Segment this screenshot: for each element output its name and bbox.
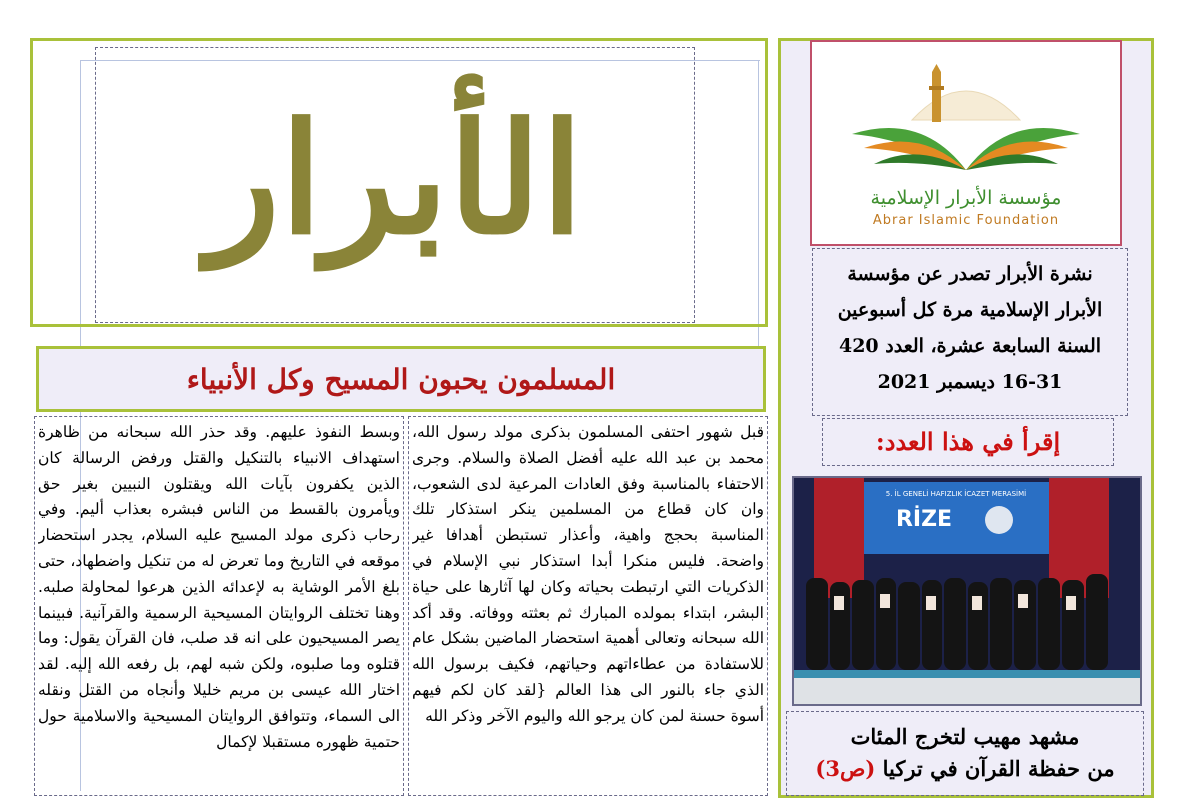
banner-city: RİZE	[895, 507, 953, 532]
issue-info-line: نشرة الأبرار تصدر عن مؤسسة	[847, 263, 1093, 285]
article-column-left	[38, 420, 400, 791]
logo-name-en: Abrar Islamic Foundation	[872, 213, 1060, 228]
issue-date: 16-31 ديسمبر 2021	[877, 371, 1063, 393]
masthead-title-box	[95, 47, 695, 323]
article-headline: المسلمون يحبون المسيح وكل الأنبياء	[186, 363, 616, 396]
article-text: قبل شهور احتفى المسلمون بذكرى مولد رسول الله، محمد بن عبد الله عليه أفضل الصلاة والسلام. وجرى الاحتفاء بالمناسبة وفق العادات المرعية لدى الشعوب، وان كان قطاع من المسلمين ينكر استذكار تلك المناسبة بحجج واهية، وأعذار تستبطن أهدافا غير واضحة. فليس منكرا أبدا استذكار نبي الإسلام في الذكريات التي ارتبطت بحياته وكان لها آثارها على حياة البشر، ابتداء بمولده المبارك ثم بعثته ووفاته. وقد أكد الله سبحانه وتعالى أهمية استحضار الماضين بشكل عام للاستفادة من عطاءاتهم وحياتهم، فكيف برسول الله الذي جاء بالنور الى هذا العالم {لقد كان لكم فيهم أسوة حسنة لمن كان يرجو الله واليوم الآخر وذكر الله	[412, 423, 764, 725]
caption-line: مشهد مهيب لتخرج المئات	[850, 724, 1080, 749]
read-in-issue-box	[822, 418, 1114, 466]
caption-line-text: من حفظة القرآن في تركيا	[875, 756, 1115, 781]
photo-caption	[786, 711, 1144, 796]
issue-info-line: السنة السابعة عشرة، العدد 420	[838, 335, 1102, 357]
foundation-logo	[810, 40, 1122, 246]
masthead-title: الأبرار	[206, 89, 584, 268]
banner-text: 5. İL GENELİ HAFIZLIK İCAZET MERASİMİ	[885, 490, 1027, 498]
logo-name-ar: مؤسسة الأبرار الإسلامية	[870, 187, 1062, 209]
issue-info-line: الأبرار الإسلامية مرة كل أسبوعين	[837, 299, 1103, 321]
graduation-photo-image	[794, 478, 1140, 704]
article-text: وبسط النفوذ عليهم. وقد حذر الله سبحانه من ظاهرة استهداف الانبياء بالتنكيل والقتل ورفض الرسالة كان الذين يكفرون بآيات الله ويقتلون النبيين بغير حق ويأمرون بالقسط من الناس فبشره بعذاب أليم. وفي رحاب ذكرى مولد المسيح عليه السلام، يجدر استحضار موقعه في التاريخ وما تعرض له من تنكيل واضطهاد، حتى بلغ الأمر الوشاية به لإعدائه الذين هرعوا لمحاولة صلبه. وهنا تختلف الروايتان المسيحية الرسمية والقرآنية. فبينما يصر المسيحيون على انه قد صلب، فان القرآن يقول: وما قتلوه وما صلبوه، ولكن شبه لهم، بل رفعه الله إليه. لقد اختار الله عيسى بن مريم خليلا وأنجاه من القتل ونقله الى السماء، وتتوافق الروايتان المسيحية والاسلامية حول حتمية ظهوره مستقبلا لإكمال	[38, 423, 400, 751]
caption-line	[787, 756, 1143, 781]
graduation-photo	[792, 476, 1142, 706]
article-column-right	[412, 420, 764, 791]
foundation-logo-icon	[812, 42, 1120, 244]
caption-page-ref: (ص3)	[815, 756, 876, 781]
headline-box	[36, 346, 766, 412]
issue-info	[812, 248, 1128, 416]
read-in-issue-label: إقرأ في هذا العدد:	[875, 427, 1061, 456]
